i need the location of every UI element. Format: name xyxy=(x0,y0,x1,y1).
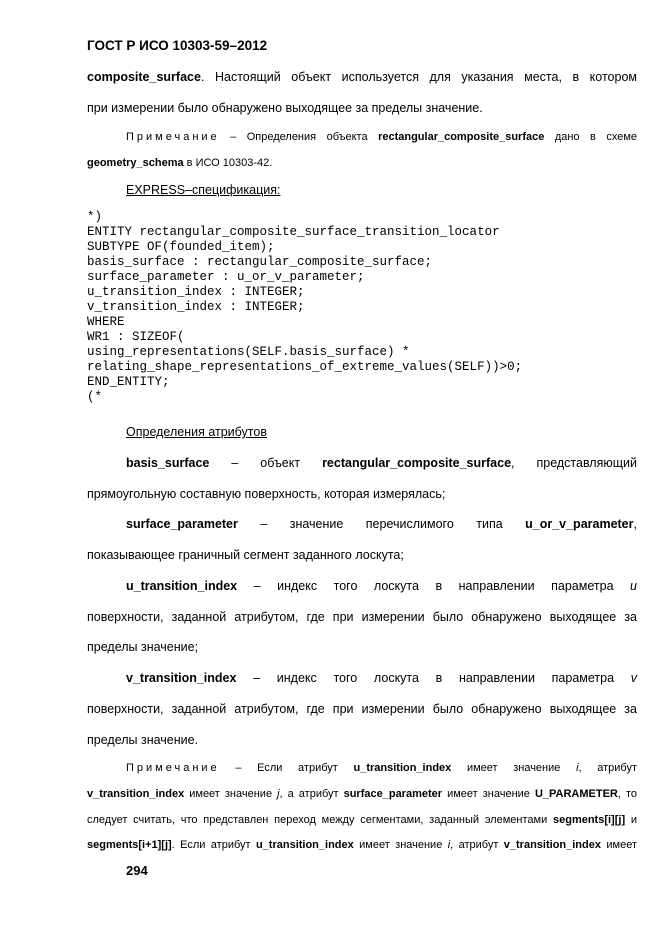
attribute-line: пределы значение; xyxy=(87,640,199,654)
code-line: SUBTYPE OF(founded_item); xyxy=(87,240,275,254)
code-line: v_transition_index : INTEGER; xyxy=(87,300,305,314)
code-line: WR1 : SIZEOF( xyxy=(87,330,185,344)
code-line: relating_shape_representations_of_extreme_values(SELF))>0; xyxy=(87,360,523,374)
code-line: (* xyxy=(87,390,103,404)
note-line: следует считать, что представлен переход между сегментами, заданный элементами segments[i][j] и xyxy=(87,814,638,826)
code-line: basis_surface : rectangular_composite_surface; xyxy=(87,255,433,269)
note-line: Примечание – Если атрибут u_transition_index имеет значение i, атрибут xyxy=(126,762,638,774)
section-heading-attributes: Определения атрибутов xyxy=(126,425,267,439)
code-line: surface_parameter : u_or_v_parameter; xyxy=(87,270,365,284)
code-line: *) xyxy=(87,210,103,224)
code-line: u_transition_index : INTEGER; xyxy=(87,285,305,299)
code-line: END_ENTITY; xyxy=(87,375,170,389)
attribute-line: поверхности, заданной атрибутом, где при измерении было обнаружено выходящее за xyxy=(87,610,637,624)
note-line: Примечание – Определения объекта rectangular_composite_surface дано в схеме xyxy=(126,131,637,143)
page-number: 294 xyxy=(126,863,148,878)
document-header: ГОСТ Р ИСО 10303-59–2012 xyxy=(87,38,268,53)
attribute-line: прямоугольную составную поверхность, которая измерялась; xyxy=(87,487,446,501)
attribute-line: пределы значение. xyxy=(87,733,199,747)
attribute-line: v_transition_index – индекс того лоскута в направлении параметра v xyxy=(126,671,637,685)
code-line: ENTITY rectangular_composite_surface_transition_locator xyxy=(87,225,500,239)
express-code-block xyxy=(87,210,522,405)
paragraph-line: при измерении было обнаружено выходящее за пределы значение. xyxy=(87,101,483,115)
note-label: Примечание xyxy=(126,762,220,774)
attribute-line: поверхности, заданной атрибутом, где при измерении было обнаружено выходящее за xyxy=(87,702,637,716)
section-heading-express: EXPRESS–спецификация: xyxy=(126,183,281,197)
code-line: using_representations(SELF.basis_surface) * xyxy=(87,345,410,359)
paragraph-line: composite_surface. Настоящий объект используется для указания места, в котором xyxy=(87,70,637,84)
note-label: Примечание xyxy=(126,131,220,143)
code-line: WHERE xyxy=(87,315,125,329)
attribute-line: показывающее граничный сегмент заданного лоскута; xyxy=(87,548,404,562)
note-line: v_transition_index имеет значение j, а атрибут surface_parameter имеет значение U_PARAMETER, то xyxy=(87,788,637,800)
attribute-line: u_transition_index – индекс того лоскута в направлении параметра u xyxy=(126,579,637,593)
term-composite-surface: composite_surface xyxy=(87,70,201,84)
attribute-line: surface_parameter – значение перечислимого типа u_or_v_parameter, xyxy=(126,517,637,531)
note-line: segments[i+1][j]. Если атрибут u_transition_index имеет значение i, атрибут v_transition_index имеет xyxy=(87,839,637,851)
attribute-line: basis_surface – объект rectangular_composite_surface, представляющий xyxy=(126,456,637,470)
note-line: geometry_schema в ИСО 10303-42. xyxy=(87,157,273,169)
